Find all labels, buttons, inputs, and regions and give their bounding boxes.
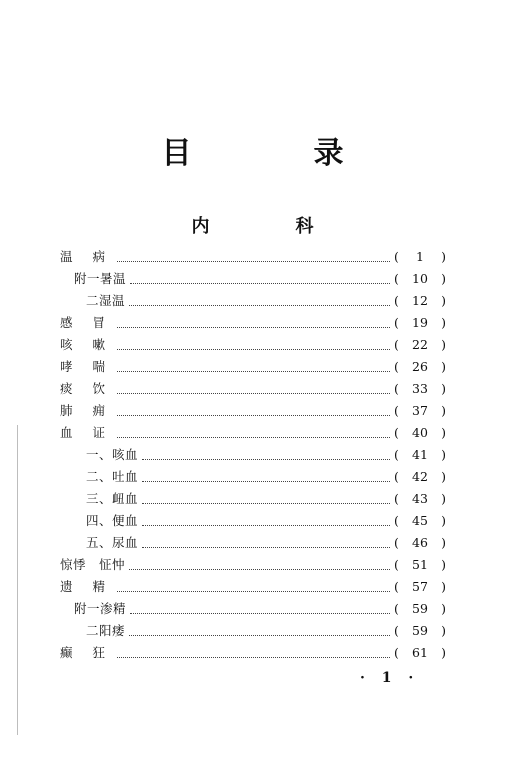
leader-dots <box>117 313 390 328</box>
toc-entry[interactable] <box>74 598 446 618</box>
toc-entry-label: 癫 狂 <box>60 645 113 660</box>
toc-entry-page: ( 51 ) <box>394 556 446 572</box>
toc-entry-page: ( 22 ) <box>394 336 446 352</box>
leader-dots <box>117 423 390 438</box>
leader-dots <box>117 335 390 350</box>
leader-dots <box>129 555 390 570</box>
leader-dots <box>142 445 390 460</box>
scan-edge-line <box>17 425 18 735</box>
leader-dots <box>130 269 390 284</box>
leader-dots <box>117 357 390 372</box>
leader-dots <box>117 247 390 262</box>
toc-entry-page: ( 42 ) <box>394 468 446 484</box>
toc-entry-page: ( 57 ) <box>394 578 446 594</box>
toc-entry-label: 肺 痈 <box>60 403 113 418</box>
leader-dots <box>117 379 390 394</box>
toc-entry-label: 感 冒 <box>60 315 113 330</box>
toc-entry-label: 二阳痿 <box>86 623 126 638</box>
toc-entry[interactable] <box>86 444 446 464</box>
page-number-footer: · 1 · <box>360 670 420 686</box>
toc-entry[interactable] <box>60 576 446 596</box>
toc-entry-label: 二湿温 <box>86 293 126 308</box>
toc-entry-label: 温 病 <box>60 249 113 264</box>
leader-dots <box>130 599 390 614</box>
toc-entry-label: 二、吐血 <box>86 469 139 484</box>
section-heading: 内 科 <box>191 216 348 237</box>
toc-entry[interactable] <box>60 356 446 376</box>
toc-entry-page: ( 59 ) <box>394 600 446 616</box>
toc-entry[interactable] <box>60 378 446 398</box>
toc-entry-label: 五、尿血 <box>86 535 139 550</box>
leader-dots <box>117 577 390 592</box>
toc-entry-label: 附一渗精 <box>74 601 127 616</box>
toc-entry-page: ( 61 ) <box>394 644 446 660</box>
toc-entry[interactable] <box>86 532 446 552</box>
toc-entry[interactable] <box>86 488 446 508</box>
toc-entry[interactable] <box>60 334 446 354</box>
toc-entry[interactable] <box>86 620 446 640</box>
toc-entry[interactable] <box>86 466 446 486</box>
toc-entry[interactable] <box>60 642 446 662</box>
toc-entry-label: 三、衄血 <box>86 491 139 506</box>
toc-entry-page: ( 12 ) <box>394 292 446 308</box>
toc-entry-label: 附一暑温 <box>74 271 127 286</box>
toc-entry-page: ( 41 ) <box>394 446 446 462</box>
leader-dots <box>129 291 390 306</box>
toc-entry[interactable] <box>60 246 446 266</box>
toc-entry[interactable] <box>60 400 446 420</box>
toc-entry-page: ( 43 ) <box>394 490 446 506</box>
toc-entry-page: ( 45 ) <box>394 512 446 528</box>
toc-entry-label: 痰 饮 <box>60 381 113 396</box>
leader-dots <box>142 511 390 526</box>
toc-entry-page: ( 19 ) <box>394 314 446 330</box>
toc-entry-page: ( 26 ) <box>394 358 446 374</box>
leader-dots <box>117 643 390 658</box>
toc-entry-label: 四、便血 <box>86 513 139 528</box>
leader-dots <box>142 533 390 548</box>
toc-entry-page: ( 10 ) <box>394 270 446 286</box>
toc-entry-label: 血 证 <box>60 425 113 440</box>
leader-dots <box>129 621 390 636</box>
toc-entry[interactable] <box>60 422 446 442</box>
toc-entry-label: 遗 精 <box>60 579 113 594</box>
toc-entry-page: ( 59 ) <box>394 622 446 638</box>
leader-dots <box>142 467 390 482</box>
toc-entry-label: 惊悸 怔忡 <box>60 557 126 572</box>
toc-entry-label: 哮 喘 <box>60 359 113 374</box>
toc-entry[interactable] <box>86 290 446 310</box>
toc-entry-page: ( 1 ) <box>394 248 446 264</box>
toc-entry[interactable] <box>60 312 446 332</box>
toc-entry[interactable] <box>74 268 446 288</box>
toc-entry-page: ( 46 ) <box>394 534 446 550</box>
page-title: 目 录 <box>161 136 390 171</box>
toc-entry[interactable] <box>86 510 446 530</box>
toc-entry-label: 一、咳血 <box>86 447 139 462</box>
toc-entry-page: ( 37 ) <box>394 402 446 418</box>
leader-dots <box>142 489 390 504</box>
toc-entry-page: ( 33 ) <box>394 380 446 396</box>
toc-entry-page: ( 40 ) <box>394 424 446 440</box>
toc-entry[interactable] <box>60 554 446 574</box>
leader-dots <box>117 401 390 416</box>
toc-entry-label: 咳 嗽 <box>60 337 113 352</box>
